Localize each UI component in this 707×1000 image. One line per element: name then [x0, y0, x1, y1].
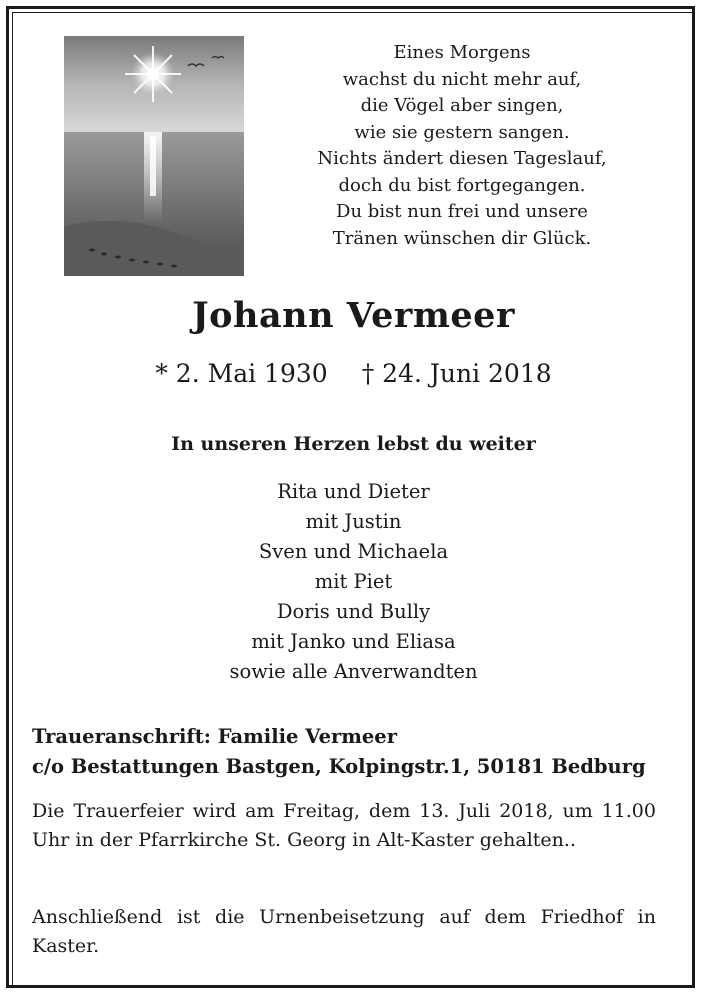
- life-dates: [0, 356, 707, 392]
- family-list: [0, 477, 707, 687]
- family-line: Sven und Michaela: [258, 540, 449, 563]
- family-line: sowie alle Anverwandten: [229, 660, 478, 683]
- birth-date: * 2. Mai 1930: [155, 359, 328, 388]
- death-date: † 24. Juni 2018: [361, 359, 552, 388]
- poem: [262, 40, 662, 252]
- family-line: Rita und Dieter: [277, 480, 430, 503]
- poem-line: Eines Morgens: [393, 42, 531, 63]
- poem-line: doch du bist fortgegangen.: [338, 174, 586, 196]
- family-line: Doris und Bully: [276, 600, 431, 623]
- poem-line: wie sie gestern sangen.: [354, 121, 570, 143]
- poem-line: die Vögel aber singen,: [360, 95, 564, 116]
- ceremony-notice: Die Trauerfeier wird am Freitag, dem 13. Juli 2018, um 11.00 Uhr in der Pfarrkirche St. Georg in Alt-Kaster gehalten..: [32, 800, 656, 851]
- poem-line: Nichts ändert diesen Tageslauf,: [317, 148, 607, 169]
- memorial-subtitle: In unseren Herzen lebst du weiter: [171, 433, 536, 455]
- family-line: mit Justin: [305, 510, 402, 533]
- deceased-name: Johann Vermeer: [192, 295, 515, 336]
- sunset-sea-image: [64, 36, 244, 276]
- poem-line: Du bist nun frei und unsere: [336, 201, 588, 222]
- poem-line: wachst du nicht mehr auf,: [342, 68, 582, 90]
- mourning-address: [32, 722, 672, 782]
- burial-notice: Anschließend ist die Urnenbeisetzung auf dem Friedhof in Kaster.: [32, 906, 656, 957]
- address-line-2: c/o Bestattungen Bastgen, Kolpingstr.1, 50181 Bedburg: [32, 755, 646, 778]
- family-line: mit Piet: [314, 570, 393, 593]
- address-line-1: Traueranschrift: Familie Vermeer: [32, 725, 397, 748]
- sunset-sea-photo: [64, 36, 244, 276]
- family-line: mit Janko und Eliasa: [251, 630, 456, 653]
- poem-line: Tränen wünschen dir Glück.: [332, 227, 592, 249]
